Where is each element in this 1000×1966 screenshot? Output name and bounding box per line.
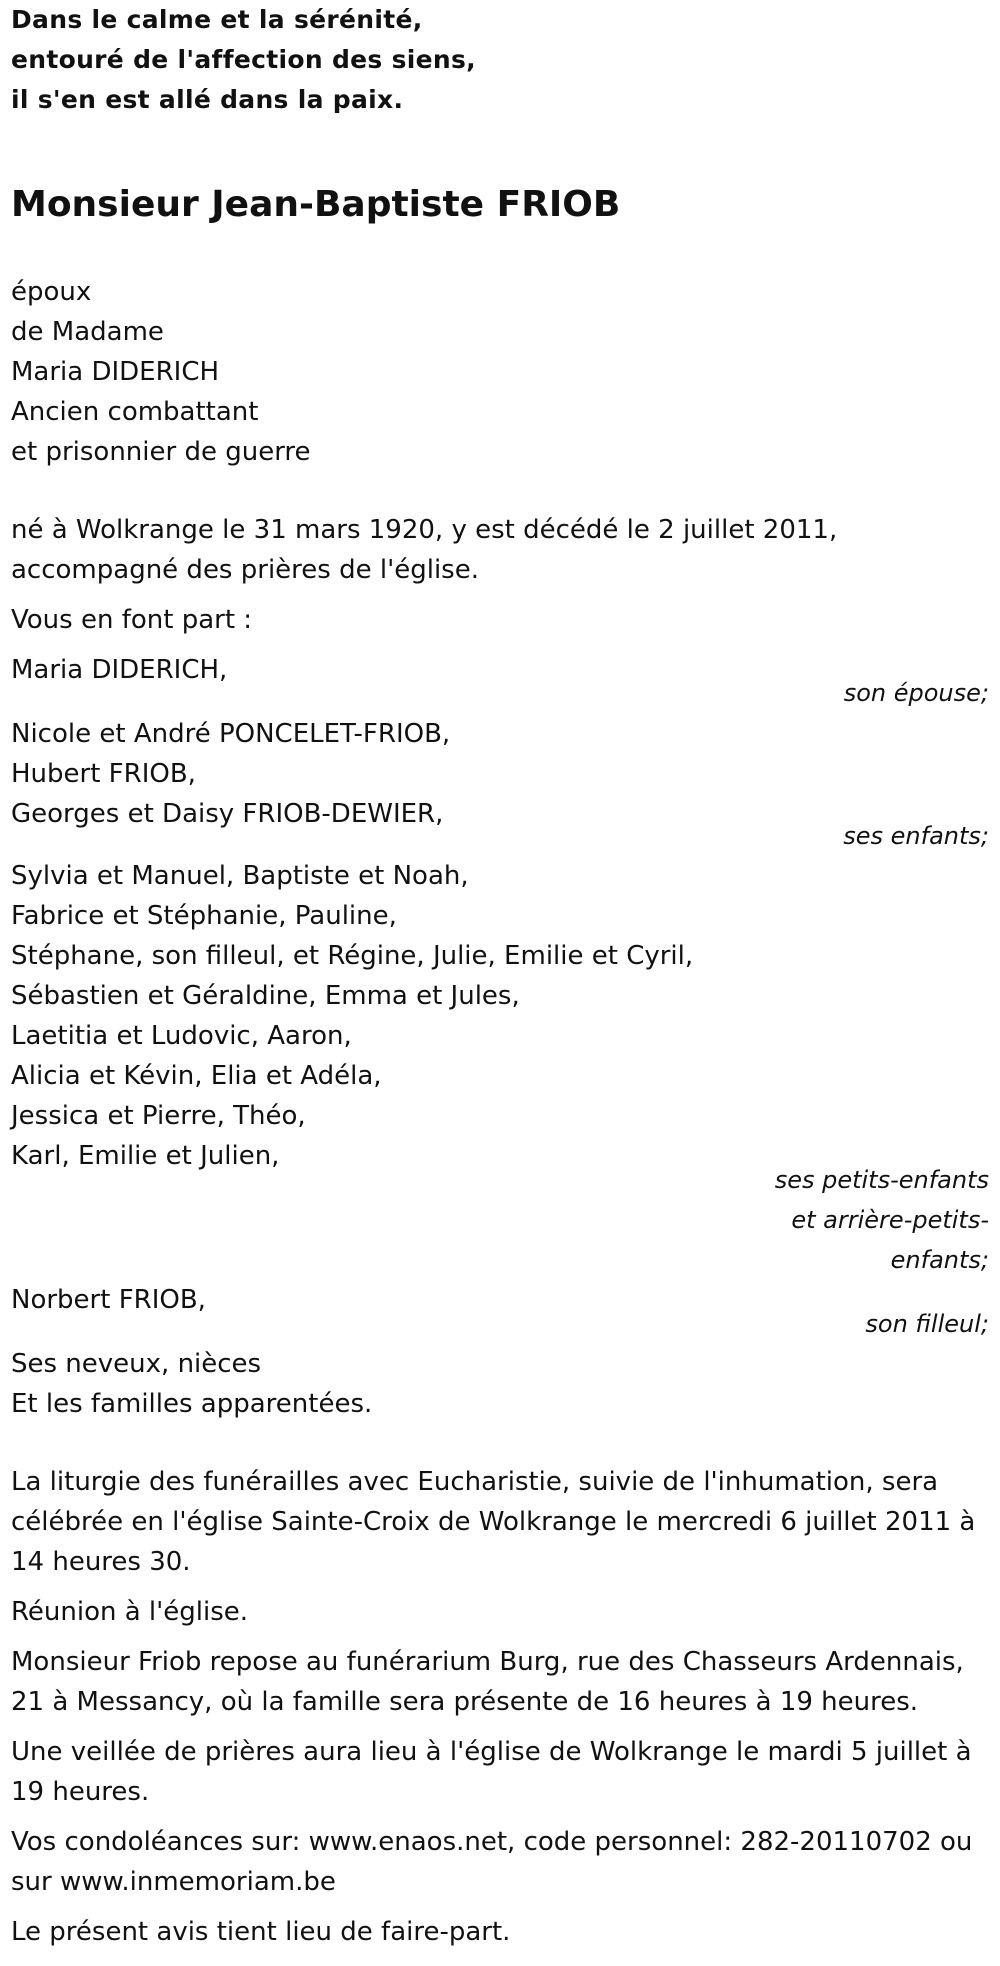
relation-label: et arrière-petits- bbox=[791, 1206, 989, 1234]
announce-line: Vous en font part : bbox=[11, 605, 253, 635]
description-line: époux bbox=[11, 277, 92, 307]
condolences-line: Vos condoléances sur: www.enaos.net, code personnel: 282-20110702 ou bbox=[11, 1827, 973, 1857]
funeral-line: La liturgie des funérailles avec Eucharistie, suivie de l'inhumation, sera bbox=[11, 1467, 939, 1497]
relation-label: son épouse; bbox=[843, 679, 989, 707]
description-line: de Madame bbox=[11, 317, 164, 347]
birth-death-line: né à Wolkrange le 31 mars 1920, y est décédé le 2 juillet 2011, bbox=[11, 515, 838, 545]
family-name: Nicole et André PONCELET-FRIOB, bbox=[11, 719, 451, 749]
family-name: Hubert FRIOB, bbox=[11, 759, 196, 789]
description-line: Ancien combattant bbox=[11, 397, 259, 427]
birth-death-line: accompagné des prières de l'église. bbox=[11, 555, 479, 585]
rest-line: 21 à Messancy, où la famille sera présente de 16 heures à 19 heures. bbox=[11, 1687, 919, 1717]
vigil-line: 19 heures. bbox=[11, 1777, 150, 1807]
funeral-line: célébrée en l'église Sainte-Croix de Wolkrange le mercredi 6 juillet 2011 à bbox=[11, 1507, 976, 1537]
relation-label: ses enfants; bbox=[843, 822, 989, 850]
relation-label: son filleul; bbox=[865, 1310, 989, 1338]
family-name: Karl, Emilie et Julien, bbox=[11, 1141, 280, 1171]
description-line: Maria DIDERICH bbox=[11, 357, 220, 387]
family-name: Sylvia et Manuel, Baptiste et Noah, bbox=[11, 861, 469, 891]
family-name: Maria DIDERICH, bbox=[11, 655, 228, 685]
family-name: Stéphane, son filleul, et Régine, Julie, Emilie et Cyril, bbox=[11, 941, 694, 971]
vigil-line: Une veillée de prières aura lieu à l'église de Wolkrange le mardi 5 juillet à bbox=[11, 1737, 972, 1767]
description-line: et prisonnier de guerre bbox=[11, 437, 311, 467]
family-name: Laetitia et Ludovic, Aaron, bbox=[11, 1021, 352, 1051]
rest-line: Monsieur Friob repose au funérarium Burg, rue des Chasseurs Ardennais, bbox=[11, 1647, 964, 1677]
condolences-line: sur www.inmemoriam.be bbox=[11, 1867, 336, 1897]
meeting-line: Réunion à l'église. bbox=[11, 1597, 249, 1627]
family-name: Et les familles apparentées. bbox=[11, 1389, 373, 1419]
relation-label: ses petits-enfants bbox=[774, 1166, 989, 1194]
intro-line: Dans le calme et la sérénité, bbox=[11, 5, 423, 34]
family-name: Norbert FRIOB, bbox=[11, 1285, 206, 1315]
funeral-line: 14 heures 30. bbox=[11, 1547, 191, 1577]
closing-line: Le présent avis tient lieu de faire-part. bbox=[11, 1917, 511, 1947]
family-name: Jessica et Pierre, Théo, bbox=[11, 1101, 306, 1131]
family-name: Alicia et Kévin, Elia et Adéla, bbox=[11, 1061, 382, 1091]
family-name: Sébastien et Géraldine, Emma et Jules, bbox=[11, 981, 520, 1011]
family-name: Georges et Daisy FRIOB-DEWIER, bbox=[11, 799, 444, 829]
relation-label: enfants; bbox=[890, 1246, 989, 1274]
deceased-name: Monsieur Jean-Baptiste FRIOB bbox=[11, 184, 621, 225]
intro-line: il s'en est allé dans la paix. bbox=[11, 85, 404, 114]
family-name: Ses neveux, nièces bbox=[11, 1349, 262, 1379]
family-name: Fabrice et Stéphanie, Pauline, bbox=[11, 901, 397, 931]
intro-line: entouré de l'affection des siens, bbox=[11, 45, 476, 74]
